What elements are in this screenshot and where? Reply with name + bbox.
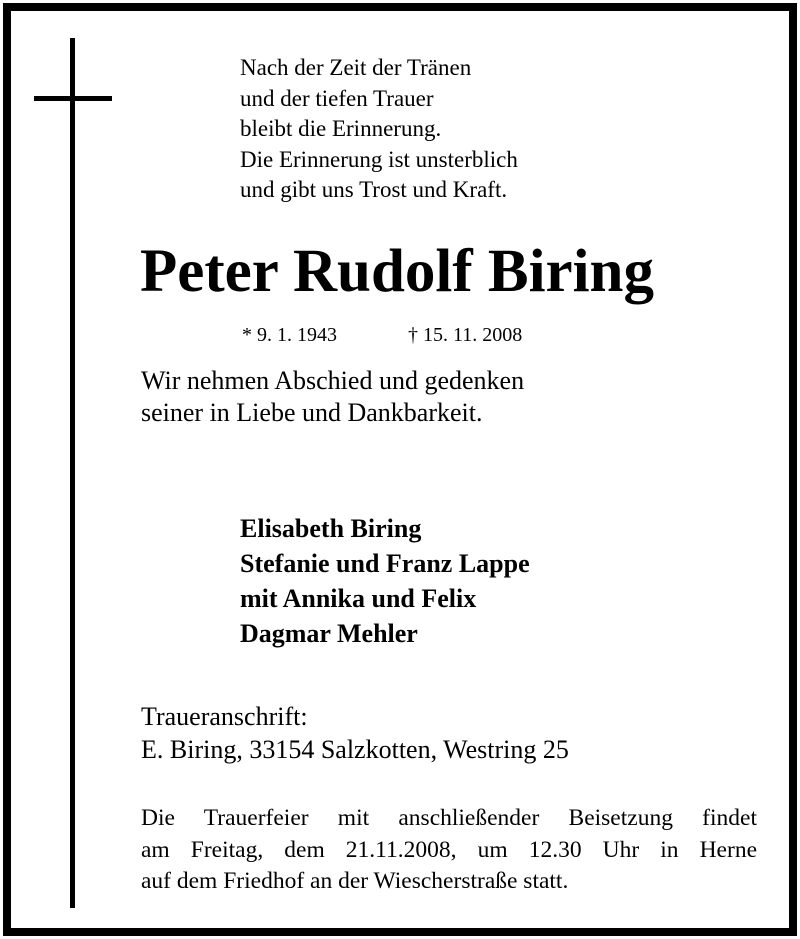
farewell-text — [141, 365, 524, 429]
family-name: Elisabeth Biring — [240, 514, 422, 543]
poem-line: Nach der Zeit der Tränen — [240, 55, 472, 80]
poem-line: und der tiefen Trauer — [240, 85, 434, 111]
poem-line: und gibt uns Trost und Kraft. — [240, 177, 508, 202]
service-line: auf dem Friedhof an der Wiescherstraße statt. — [141, 868, 569, 894]
cross-horizontal-bar — [34, 96, 112, 101]
farewell-line: Wir nehmen Abschied und gedenken — [141, 366, 525, 395]
poem-line: bleibt die Erinnerung. — [240, 116, 442, 141]
funeral-service-info — [141, 803, 757, 898]
family-name: mit Annika und Felix — [240, 584, 477, 613]
address-value: E. Biring, 33154 Salzkotten, Westring 25 — [141, 735, 569, 764]
memorial-poem — [240, 53, 518, 206]
service-line: Die Trauerfeier mit anschließender Beisetzung findet — [141, 805, 757, 831]
farewell-line: seiner in Liebe und Dankbarkeit. — [141, 398, 483, 427]
poem-line: Die Erinnerung ist unsterblich — [240, 146, 518, 172]
mourning-address — [141, 700, 569, 766]
family-signatures — [240, 511, 530, 651]
deceased-name: Peter Rudolf Biring — [140, 238, 654, 305]
family-name: Stefanie und Franz Lappe — [240, 549, 530, 578]
family-name: Dagmar Mehler — [240, 619, 418, 648]
cross-vertical-bar — [70, 38, 75, 908]
death-date: † 15. 11. 2008 — [408, 324, 523, 346]
service-line: am Freitag, dem 21.11.2008, um 12.30 Uhr in Herne — [141, 836, 757, 863]
address-label: Traueranschrift: — [141, 702, 308, 731]
birth-date: * 9. 1. 1943 — [242, 324, 337, 346]
